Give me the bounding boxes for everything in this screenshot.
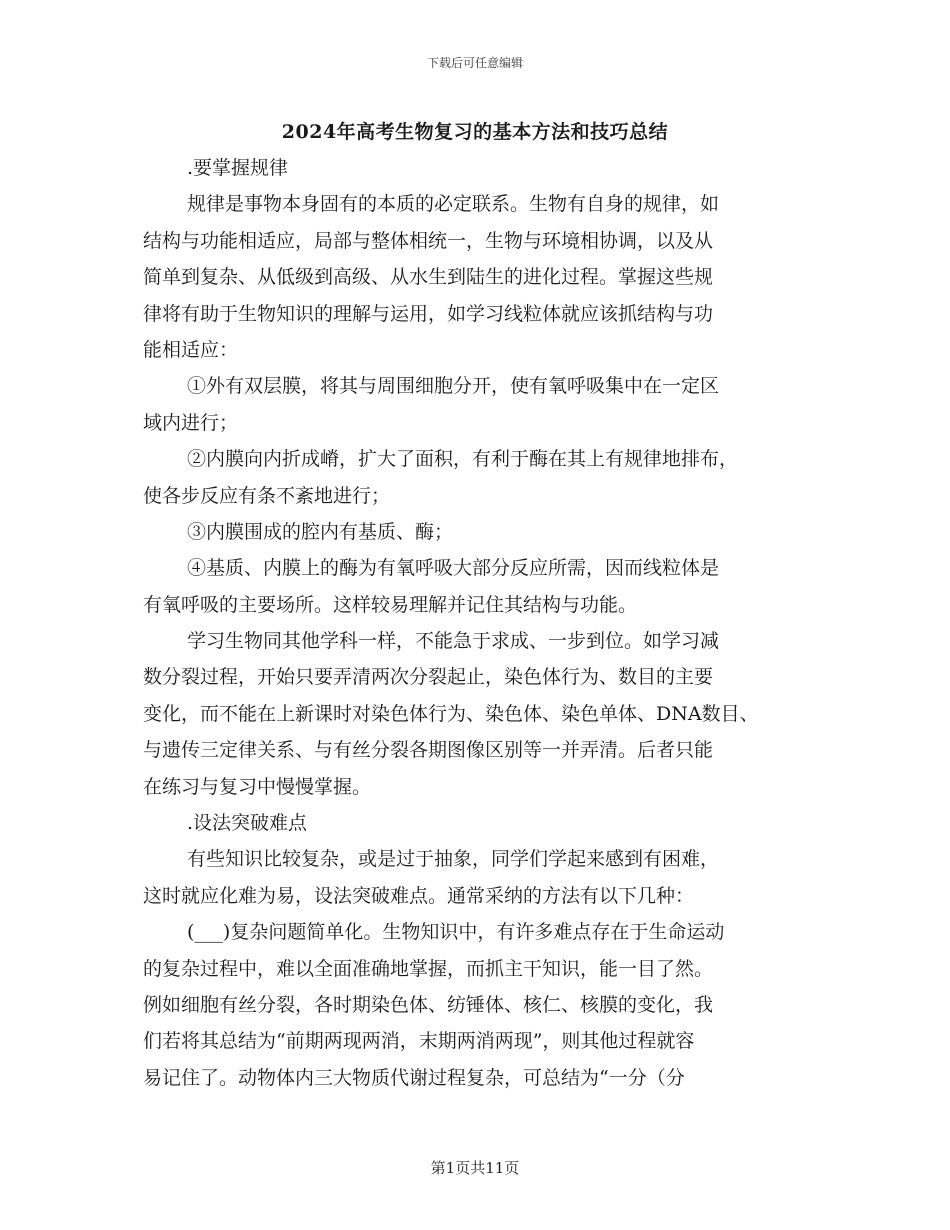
text-line: 例如细胞有丝分裂，各时期染色体、纺锤体、核仁、核膜的变化，我 [143,993,714,1016]
document-title: 2024年高考生物复习的基本方法和技巧总结 [281,121,669,143]
text-line: 变化，而不能在上新课时对染色体行为、染色体、染色单体、DNA数目、 [143,702,759,725]
text-line: 有些知识比较复杂，或是过于抽象，同学们学起来感到有困难， [187,848,720,871]
text-line: 的复杂过程中，难以全面准确地掌握，而抓主干知识，能一目了然。 [143,957,714,980]
text-line: ③内膜围成的腔内有基质、酶； [187,520,454,543]
text-line: 在练习与复习中慢慢掌握。 [143,775,372,798]
text-line: 学习生物同其他学科一样，不能急于求成、一步到位。如学习减 [187,630,720,653]
page-footer: 第1页共11页 [430,1159,520,1177]
text-line: 易记住了。动物体内三大物质代谢过程复杂，可总结为“一分（分 [143,1066,685,1089]
text-line: 律将有助于生物知识的理解与运用，如学习线粒体就应该抓结构与功 [143,302,714,325]
text-line: 域内进行； [143,411,239,434]
header-note: 下载后可任意编辑 [426,56,523,70]
text-line: 规律是事物本身固有的本质的必定联系。生物有自身的规律，如 [187,193,720,216]
text-line: 有氧呼吸的主要场所。这样较易理解并记住其结构与功能。 [143,593,638,616]
text-line: 简单到复杂、从低级到高级、从水生到陆生的进化过程。掌握这些规 [143,266,714,289]
text-line: 这时就应化难为易，设法突破难点。通常采纳的方法有以下几种： [143,884,695,907]
document-body [143,150,807,1096]
text-line: 使各步反应有条不紊地进行； [143,484,391,507]
text-line: (___)复杂问题简单化。生物知识中，有许多难点存在于生命运动 [187,921,725,944]
text-line: 数分裂过程，开始只要弄清两次分裂起止，染色体行为、数目的主要 [143,666,714,689]
text-line: 结构与功能相适应，局部与整体相统一，生物与环境相协调，以及从 [143,229,714,252]
text-line: ①外有双层膜，将其与周围细胞分开，使有氧呼吸集中在一定区 [187,375,720,398]
text-line: .要掌握规律 [187,157,289,179]
text-line: ④基质、内膜上的酶为有氧呼吸大部分反应所需，因而线粒体是 [187,557,720,580]
text-line: 们若将其总结为“前期两现两消，末期两消两现”，则其他过程就容 [143,1030,695,1053]
text-line: ②内膜向内折成嵴，扩大了面积，有利于酶在其上有规律地排布， [187,448,739,471]
text-line: 与遗传三定律关系、与有丝分裂各期图像区别等一并弄清。后者只能 [143,739,714,762]
text-line: .设法突破难点 [187,812,308,835]
text-line: 能相适应： [143,338,239,361]
